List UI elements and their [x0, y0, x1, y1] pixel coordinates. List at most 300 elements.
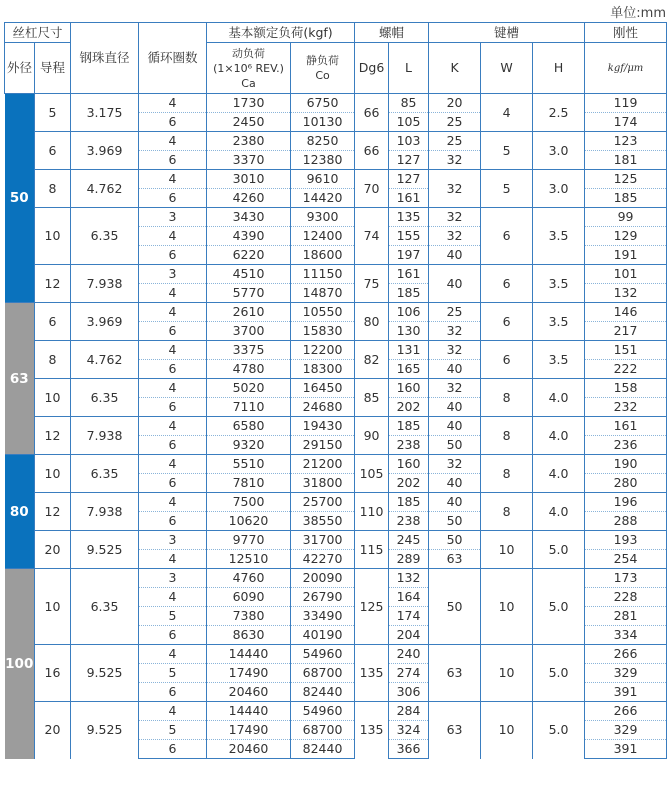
- circuits-cell: 6: [139, 189, 207, 208]
- lead-cell: 6: [35, 303, 71, 341]
- keyway-k-cell: 32: [429, 455, 481, 474]
- keyway-k-cell: 32: [429, 170, 481, 208]
- header-screw-size: 丝杠尺寸: [5, 23, 71, 43]
- nut-length-cell: 306: [389, 683, 429, 702]
- lead-cell: 10: [35, 569, 71, 645]
- lead-cell: 12: [35, 265, 71, 303]
- nut-length-cell: 238: [389, 436, 429, 455]
- header-ball-diameter: 钢珠直径: [71, 23, 139, 94]
- dynamic-load-cell: 3010: [207, 170, 291, 189]
- header-L: L: [389, 43, 429, 94]
- circuits-cell: 6: [139, 740, 207, 759]
- keyway-k-cell: 40: [429, 265, 481, 303]
- keyway-w-cell: 6: [481, 265, 533, 303]
- nut-length-cell: 202: [389, 398, 429, 417]
- keyway-k-cell: 50: [429, 512, 481, 531]
- dynamic-load-cell: 2450: [207, 113, 291, 132]
- nut-length-cell: 164: [389, 588, 429, 607]
- static-load-cell: 11150: [291, 265, 355, 284]
- static-load-cell: 26790: [291, 588, 355, 607]
- stiffness-cell: 191: [585, 246, 667, 265]
- static-load-cell: 31700: [291, 531, 355, 550]
- keyway-h-cell: 3.0: [533, 170, 585, 208]
- circuits-cell: 4: [139, 493, 207, 512]
- keyway-w-cell: 10: [481, 569, 533, 645]
- static-load-cell: 12200: [291, 341, 355, 360]
- stiffness-cell: 193: [585, 531, 667, 550]
- static-load-cell: 6750: [291, 94, 355, 113]
- keyway-w-cell: 8: [481, 455, 533, 493]
- table-row: [5, 455, 667, 474]
- nut-length-cell: 160: [389, 455, 429, 474]
- nut-length-cell: 127: [389, 151, 429, 170]
- keyway-h-cell: 4.0: [533, 455, 585, 493]
- static-load-cell: 10550: [291, 303, 355, 322]
- circuits-cell: 6: [139, 626, 207, 645]
- circuits-cell: 3: [139, 531, 207, 550]
- stiffness-cell: 329: [585, 664, 667, 683]
- circuits-cell: 4: [139, 645, 207, 664]
- nut-length-cell: 324: [389, 721, 429, 740]
- stiffness-cell: 173: [585, 569, 667, 588]
- header-nut: 螺帽: [355, 23, 429, 43]
- keyway-w-cell: 10: [481, 702, 533, 759]
- dynamic-load-cell: 3375: [207, 341, 291, 360]
- static-load-cell: 31800: [291, 474, 355, 493]
- dynamic-load-symbol: Ca: [241, 76, 256, 90]
- keyway-k-cell: 40: [429, 474, 481, 493]
- circuits-cell: 5: [139, 664, 207, 683]
- static-load-cell: 18300: [291, 360, 355, 379]
- table-row: [5, 303, 667, 322]
- stiffness-cell: 266: [585, 645, 667, 664]
- nut-length-cell: 161: [389, 265, 429, 284]
- unit-label: 单位:mm: [610, 6, 666, 21]
- header-static-load: [291, 43, 355, 94]
- stiffness-cell: 222: [585, 360, 667, 379]
- keyway-k-cell: 20: [429, 94, 481, 113]
- dg6-cell: 80: [355, 303, 389, 341]
- nut-length-cell: 174: [389, 607, 429, 626]
- dynamic-load-cell: 3370: [207, 151, 291, 170]
- lead-cell: 10: [35, 208, 71, 265]
- dynamic-load-cell: 12510: [207, 550, 291, 569]
- circuits-cell: 4: [139, 94, 207, 113]
- dynamic-load-cell: 4260: [207, 189, 291, 208]
- stiffness-cell: 101: [585, 265, 667, 284]
- circuits-cell: 6: [139, 113, 207, 132]
- nut-length-cell: 185: [389, 284, 429, 303]
- static-load-cell: 14870: [291, 284, 355, 303]
- keyway-w-cell: 8: [481, 417, 533, 455]
- nut-length-cell: 132: [389, 569, 429, 588]
- nut-length-cell: 274: [389, 664, 429, 683]
- nut-length-cell: 160: [389, 379, 429, 398]
- ball-screw-spec-table: [4, 22, 667, 759]
- keyway-w-cell: 8: [481, 493, 533, 531]
- circuits-cell: 6: [139, 683, 207, 702]
- circuits-cell: 3: [139, 265, 207, 284]
- dynamic-load-cell: 6220: [207, 246, 291, 265]
- stiffness-unit: kgf/μm: [607, 63, 644, 74]
- keyway-h-cell: 2.5: [533, 94, 585, 132]
- static-load-cell: 16450: [291, 379, 355, 398]
- dynamic-load-rev: (1×10⁶ REV.): [213, 61, 284, 75]
- table-row: [5, 208, 667, 227]
- nut-length-cell: 185: [389, 493, 429, 512]
- ball-diameter-cell: 4.762: [71, 170, 139, 208]
- keyway-k-cell: 32: [429, 379, 481, 398]
- nut-length-cell: 185: [389, 417, 429, 436]
- circuits-cell: 6: [139, 512, 207, 531]
- keyway-k-cell: 32: [429, 227, 481, 246]
- circuits-cell: 4: [139, 227, 207, 246]
- dg6-cell: 105: [355, 455, 389, 493]
- outer-diameter-cell: 50: [5, 94, 35, 303]
- lead-cell: 20: [35, 702, 71, 759]
- keyway-h-cell: 3.5: [533, 208, 585, 265]
- keyway-h-cell: 4.0: [533, 493, 585, 531]
- ball-diameter-cell: 9.525: [71, 702, 139, 759]
- table-row: [5, 132, 667, 151]
- static-load-cell: 8250: [291, 132, 355, 151]
- keyway-h-cell: 5.0: [533, 531, 585, 569]
- table-row: [5, 417, 667, 436]
- table-row: [5, 645, 667, 664]
- static-load-cell: 15830: [291, 322, 355, 341]
- keyway-k-cell: 32: [429, 341, 481, 360]
- header-H: H: [533, 43, 585, 94]
- nut-length-cell: 165: [389, 360, 429, 379]
- keyway-k-cell: 32: [429, 151, 481, 170]
- keyway-h-cell: 5.0: [533, 645, 585, 702]
- circuits-cell: 6: [139, 474, 207, 493]
- lead-cell: 10: [35, 455, 71, 493]
- keyway-k-cell: 25: [429, 113, 481, 132]
- static-load-cell: 12400: [291, 227, 355, 246]
- static-load-cell: 10130: [291, 113, 355, 132]
- keyway-w-cell: 8: [481, 379, 533, 417]
- lead-cell: 12: [35, 493, 71, 531]
- header-dg6: Dg6: [355, 43, 389, 94]
- circuits-cell: 4: [139, 455, 207, 474]
- stiffness-cell: 232: [585, 398, 667, 417]
- keyway-h-cell: 4.0: [533, 379, 585, 417]
- keyway-w-cell: 10: [481, 531, 533, 569]
- nut-length-cell: 85: [389, 94, 429, 113]
- dynamic-load-cell: 17490: [207, 664, 291, 683]
- circuits-cell: 6: [139, 360, 207, 379]
- ball-diameter-cell: 9.525: [71, 531, 139, 569]
- nut-length-cell: 161: [389, 189, 429, 208]
- dynamic-load-cell: 5020: [207, 379, 291, 398]
- keyway-k-cell: 50: [429, 569, 481, 645]
- keyway-h-cell: 4.0: [533, 417, 585, 455]
- table-row: [5, 170, 667, 189]
- dg6-cell: 135: [355, 702, 389, 759]
- header-W: W: [481, 43, 533, 94]
- static-load-cell: 14420: [291, 189, 355, 208]
- nut-length-cell: 131: [389, 341, 429, 360]
- circuits-cell: 6: [139, 398, 207, 417]
- keyway-h-cell: 5.0: [533, 702, 585, 759]
- lead-cell: 10: [35, 379, 71, 417]
- table-row: [5, 569, 667, 588]
- dynamic-load-cell: 6090: [207, 588, 291, 607]
- nut-length-cell: 289: [389, 550, 429, 569]
- keyway-h-cell: 3.0: [533, 132, 585, 170]
- keyway-w-cell: 5: [481, 132, 533, 170]
- keyway-k-cell: 40: [429, 246, 481, 265]
- circuits-cell: 4: [139, 132, 207, 151]
- stiffness-cell: 119: [585, 94, 667, 113]
- stiffness-cell: 181: [585, 151, 667, 170]
- ball-diameter-cell: 9.525: [71, 645, 139, 702]
- dynamic-load-cell: 7380: [207, 607, 291, 626]
- ball-diameter-cell: 7.938: [71, 417, 139, 455]
- nut-length-cell: 245: [389, 531, 429, 550]
- nut-length-cell: 155: [389, 227, 429, 246]
- stiffness-cell: 228: [585, 588, 667, 607]
- table-row: [5, 94, 667, 113]
- stiffness-cell: 280: [585, 474, 667, 493]
- stiffness-cell: 161: [585, 417, 667, 436]
- ball-diameter-cell: 3.175: [71, 94, 139, 132]
- dynamic-load-cell: 7500: [207, 493, 291, 512]
- dynamic-load-cell: 4510: [207, 265, 291, 284]
- circuits-cell: 4: [139, 303, 207, 322]
- keyway-h-cell: 5.0: [533, 569, 585, 645]
- stiffness-cell: 185: [585, 189, 667, 208]
- circuits-cell: 4: [139, 284, 207, 303]
- ball-diameter-cell: 6.35: [71, 455, 139, 493]
- keyway-w-cell: 6: [481, 303, 533, 341]
- static-load-cell: 25700: [291, 493, 355, 512]
- dynamic-load-cell: 8630: [207, 626, 291, 645]
- keyway-k-cell: 32: [429, 208, 481, 227]
- stiffness-cell: 254: [585, 550, 667, 569]
- static-load-cell: 9610: [291, 170, 355, 189]
- stiffness-cell: 281: [585, 607, 667, 626]
- static-load-cell: 24680: [291, 398, 355, 417]
- nut-length-cell: 366: [389, 740, 429, 759]
- nut-length-cell: 103: [389, 132, 429, 151]
- circuits-cell: 5: [139, 607, 207, 626]
- static-load-cell: 82440: [291, 683, 355, 702]
- table-header: [5, 23, 667, 94]
- keyway-k-cell: 25: [429, 303, 481, 322]
- dg6-cell: 90: [355, 417, 389, 455]
- stiffness-cell: 125: [585, 170, 667, 189]
- static-load-title: 静负荷: [306, 54, 340, 67]
- lead-cell: 12: [35, 417, 71, 455]
- keyway-h-cell: 3.5: [533, 303, 585, 341]
- table-row: [5, 265, 667, 284]
- static-load-cell: 38550: [291, 512, 355, 531]
- keyway-w-cell: 5: [481, 170, 533, 208]
- keyway-k-cell: 25: [429, 132, 481, 151]
- nut-length-cell: 284: [389, 702, 429, 721]
- table-row: [5, 531, 667, 550]
- keyway-k-cell: 50: [429, 436, 481, 455]
- static-load-cell: 82440: [291, 740, 355, 759]
- lead-cell: 5: [35, 94, 71, 132]
- dg6-cell: 82: [355, 341, 389, 379]
- static-load-cell: 29150: [291, 436, 355, 455]
- ball-diameter-cell: 6.35: [71, 208, 139, 265]
- static-load-cell: 68700: [291, 664, 355, 683]
- dg6-cell: 70: [355, 170, 389, 208]
- static-load-cell: 19430: [291, 417, 355, 436]
- table-row: [5, 379, 667, 398]
- dynamic-load-cell: 14440: [207, 645, 291, 664]
- dynamic-load-cell: 4780: [207, 360, 291, 379]
- dg6-cell: 66: [355, 94, 389, 132]
- static-load-cell: 54960: [291, 702, 355, 721]
- dynamic-load-cell: 7110: [207, 398, 291, 417]
- stiffness-cell: 266: [585, 702, 667, 721]
- static-load-symbol: Co: [315, 69, 330, 82]
- keyway-h-cell: 3.5: [533, 265, 585, 303]
- static-load-cell: 68700: [291, 721, 355, 740]
- nut-length-cell: 202: [389, 474, 429, 493]
- keyway-w-cell: 6: [481, 208, 533, 265]
- ball-diameter-cell: 3.969: [71, 132, 139, 170]
- header-outer-diameter: 外径: [5, 43, 35, 94]
- ball-diameter-cell: 7.938: [71, 493, 139, 531]
- stiffness-cell: 391: [585, 683, 667, 702]
- nut-length-cell: 240: [389, 645, 429, 664]
- ball-diameter-cell: 4.762: [71, 341, 139, 379]
- keyway-k-cell: 63: [429, 702, 481, 759]
- circuits-cell: 4: [139, 550, 207, 569]
- dynamic-load-cell: 7810: [207, 474, 291, 493]
- table-row: [5, 493, 667, 512]
- dynamic-load-cell: 20460: [207, 740, 291, 759]
- dynamic-load-cell: 3700: [207, 322, 291, 341]
- header-stiffness: 刚性: [585, 23, 667, 43]
- dg6-cell: 66: [355, 132, 389, 170]
- dg6-cell: 125: [355, 569, 389, 645]
- circuits-cell: 5: [139, 721, 207, 740]
- stiffness-cell: 129: [585, 227, 667, 246]
- outer-diameter-cell: 80: [5, 455, 35, 569]
- header-K: K: [429, 43, 481, 94]
- circuits-cell: 6: [139, 436, 207, 455]
- circuits-cell: 4: [139, 702, 207, 721]
- nut-length-cell: 238: [389, 512, 429, 531]
- stiffness-cell: 196: [585, 493, 667, 512]
- circuits-cell: 4: [139, 588, 207, 607]
- stiffness-cell: 190: [585, 455, 667, 474]
- dynamic-load-cell: 5510: [207, 455, 291, 474]
- dynamic-load-cell: 1730: [207, 94, 291, 113]
- dynamic-load-cell: 2380: [207, 132, 291, 151]
- outer-diameter-cell: 100: [5, 569, 35, 759]
- static-load-cell: 40190: [291, 626, 355, 645]
- dynamic-load-cell: 14440: [207, 702, 291, 721]
- dynamic-load-cell: 3430: [207, 208, 291, 227]
- dg6-cell: 110: [355, 493, 389, 531]
- dg6-cell: 85: [355, 379, 389, 417]
- dynamic-load-cell: 6580: [207, 417, 291, 436]
- stiffness-cell: 146: [585, 303, 667, 322]
- dg6-cell: 115: [355, 531, 389, 569]
- ball-diameter-cell: 7.938: [71, 265, 139, 303]
- static-load-cell: 18600: [291, 246, 355, 265]
- circuits-cell: 4: [139, 341, 207, 360]
- table-body: [5, 94, 667, 759]
- stiffness-cell: 123: [585, 132, 667, 151]
- keyway-k-cell: 40: [429, 398, 481, 417]
- table-row: [5, 341, 667, 360]
- stiffness-cell: 151: [585, 341, 667, 360]
- circuits-cell: 3: [139, 208, 207, 227]
- stiffness-cell: 174: [585, 113, 667, 132]
- keyway-h-cell: 3.5: [533, 341, 585, 379]
- stiffness-cell: 217: [585, 322, 667, 341]
- stiffness-cell: 236: [585, 436, 667, 455]
- lead-cell: 20: [35, 531, 71, 569]
- keyway-k-cell: 50: [429, 531, 481, 550]
- header-lead: 导程: [35, 43, 71, 94]
- keyway-k-cell: 32: [429, 322, 481, 341]
- circuits-cell: 4: [139, 417, 207, 436]
- dynamic-load-cell: 9770: [207, 531, 291, 550]
- nut-length-cell: 130: [389, 322, 429, 341]
- static-load-cell: 12380: [291, 151, 355, 170]
- dynamic-load-cell: 4760: [207, 569, 291, 588]
- stiffness-cell: 99: [585, 208, 667, 227]
- dynamic-load-cell: 10620: [207, 512, 291, 531]
- header-dynamic-load: [207, 43, 291, 94]
- stiffness-cell: 334: [585, 626, 667, 645]
- dg6-cell: 74: [355, 208, 389, 265]
- header-stiffness-unit: [585, 43, 667, 94]
- dg6-cell: 75: [355, 265, 389, 303]
- stiffness-cell: 158: [585, 379, 667, 398]
- nut-length-cell: 106: [389, 303, 429, 322]
- static-load-cell: 33490: [291, 607, 355, 626]
- ball-diameter-cell: 6.35: [71, 379, 139, 417]
- nut-length-cell: 105: [389, 113, 429, 132]
- header-circuits: 循环圈数: [139, 23, 207, 94]
- stiffness-cell: 329: [585, 721, 667, 740]
- dynamic-load-cell: 4390: [207, 227, 291, 246]
- dg6-cell: 135: [355, 645, 389, 702]
- dynamic-load-cell: 20460: [207, 683, 291, 702]
- dynamic-load-cell: 2610: [207, 303, 291, 322]
- dynamic-load-title: 动负荷: [232, 46, 266, 60]
- keyway-k-cell: 63: [429, 550, 481, 569]
- outer-diameter-cell: 63: [5, 303, 35, 455]
- static-load-cell: 20090: [291, 569, 355, 588]
- dynamic-load-cell: 5770: [207, 284, 291, 303]
- static-load-cell: 42270: [291, 550, 355, 569]
- keyway-k-cell: 40: [429, 493, 481, 512]
- static-load-cell: 21200: [291, 455, 355, 474]
- ball-diameter-cell: 3.969: [71, 303, 139, 341]
- lead-cell: 6: [35, 132, 71, 170]
- lead-cell: 8: [35, 170, 71, 208]
- ball-diameter-cell: 6.35: [71, 569, 139, 645]
- lead-cell: 16: [35, 645, 71, 702]
- keyway-k-cell: 63: [429, 645, 481, 702]
- table-row: [5, 702, 667, 721]
- dynamic-load-cell: 9320: [207, 436, 291, 455]
- stiffness-cell: 132: [585, 284, 667, 303]
- circuits-cell: 6: [139, 151, 207, 170]
